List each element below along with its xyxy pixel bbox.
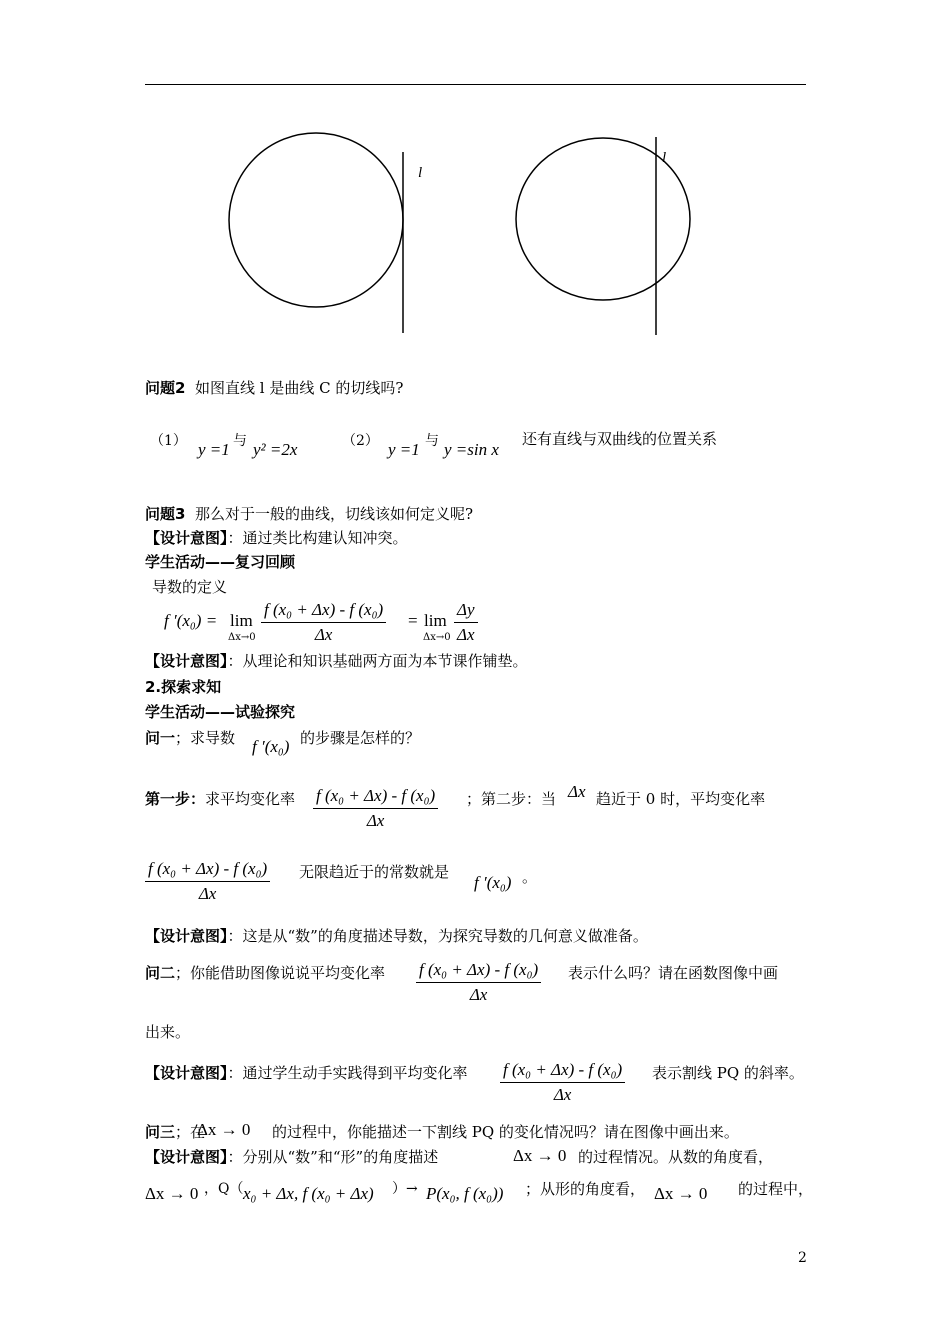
label-l-left: l bbox=[418, 165, 423, 181]
step2-fraction: $\frac{\text{f (x₀ + Δx) - f (x₀)}}{\Delta x}$ bbox=[145, 859, 270, 904]
q2-item2-number: （2） bbox=[342, 433, 379, 449]
activity-review: 学生活动——复习回顾 bbox=[145, 553, 296, 571]
intent-5-line2-d: ）→ bbox=[392, 1181, 418, 1197]
ask-2-post: 表示什么吗？请在函数图像中画 bbox=[568, 964, 779, 982]
question-3: 问题3 那么对于一般的曲线，切线该如何定义呢? bbox=[145, 505, 474, 523]
formula-fraction2: $\frac{\Delta y}{\Delta x}$ bbox=[454, 600, 478, 645]
activity-experiment: 学生活动——试验探究 bbox=[145, 703, 296, 721]
ask-1: 问一；求导数 bbox=[145, 729, 236, 747]
question-2: 问题2 如图直线 l 是曲线 C 的切线吗? bbox=[145, 379, 404, 397]
step-fraction: $\frac{\text{f (x₀ + Δx) - f (x₀)}}{\Delta x}$ bbox=[313, 786, 438, 831]
ask-2: 问二；你能借助图像说说平均变化率 bbox=[145, 964, 386, 982]
intent-5-post: 的过程情况。从数的角度看， bbox=[578, 1148, 774, 1166]
intent-5-line2-h: 的过程中， bbox=[738, 1180, 814, 1198]
formula-eq2: = bbox=[408, 611, 418, 630]
q2-item2-yu: 与 bbox=[425, 433, 439, 449]
q2-tail: 还有直线与双曲线的位置关系 bbox=[522, 430, 718, 448]
q2-item1-expr-b: y² =2x bbox=[253, 440, 298, 459]
q2-item2-expr-a: y =1 bbox=[388, 440, 420, 459]
formula-lim-sub: Δx→0 bbox=[228, 632, 256, 643]
section-explore: 2.探索求知 bbox=[145, 678, 222, 696]
ask-3: 问三；在 bbox=[145, 1123, 206, 1141]
intent-5-line2-a: Δx → 0 bbox=[145, 1184, 199, 1203]
design-intent-5: 【设计意图】：分别从“数”和“形”的角度描述 bbox=[145, 1148, 439, 1166]
formula-lhs: f ′(x₀) = bbox=[164, 611, 218, 630]
intent-4-fraction: $\frac{\text{f (x₀ + Δx) - f (x₀)}}{\Delta x}$ bbox=[500, 1060, 625, 1105]
intent-5-line2-g: Δx → 0 bbox=[654, 1184, 708, 1203]
ask-2-fraction: $\frac{\text{f (x₀ + Δx) - f (x₀)}}{\Delta x}$ bbox=[416, 960, 541, 1005]
formula-lim2: lim bbox=[424, 611, 447, 630]
intent-4-post: 表示割线 PQ 的斜率。 bbox=[652, 1064, 804, 1082]
intent-5-expr: Δx → 0 bbox=[513, 1146, 567, 1165]
q2-item1-yu: 与 bbox=[233, 433, 247, 449]
design-intent-4: 【设计意图】：通过学生动手实践得到平均变化率 bbox=[145, 1064, 468, 1082]
circle-left bbox=[229, 133, 403, 307]
page-number: 2 bbox=[798, 1250, 807, 1266]
step2-text: 无限趋近于的常数就是 bbox=[299, 863, 450, 881]
formula-lim: lim bbox=[230, 611, 253, 630]
design-intent-3: 【设计意图】：这是从“数”的角度描述导数，为探究导数的几何意义做准备。 bbox=[145, 927, 648, 945]
intent-5-line2-c: x₀ + Δx, f (x₀ + Δx) bbox=[243, 1184, 374, 1203]
derivative-definition-heading: 导数的定义 bbox=[152, 578, 228, 596]
step-dx: Δx bbox=[568, 782, 586, 801]
ask-3-expr: Δx → 0 bbox=[197, 1120, 251, 1139]
formula-lim2-sub: Δx→0 bbox=[423, 632, 451, 643]
step-one: 第一步：求平均变化率 bbox=[145, 790, 296, 808]
tangent-figures bbox=[0, 0, 950, 360]
step-two-post: 趋近于 0 时，平均变化率 bbox=[596, 790, 766, 808]
q2-item2-expr-b: y =sin x bbox=[444, 440, 499, 459]
step2-expr: f ′(x₀) bbox=[474, 873, 512, 892]
label-l-right: l bbox=[662, 150, 667, 166]
intent-5-line2-f: ；从形的角度看， bbox=[525, 1180, 646, 1198]
formula-fraction: $\frac{\text{f (x₀ + Δx) - f (x₀)}}{\Delta x}$ bbox=[261, 600, 386, 645]
ask-1-expr: f ′(x₀) bbox=[252, 737, 290, 756]
ask-3-post: 的过程中，你能描述一下割线 PQ 的变化情况吗？请在图像中画出来。 bbox=[272, 1123, 739, 1141]
design-intent-2: 【设计意图】：从理论和知识基础两方面为本节课作铺垫。 bbox=[145, 652, 528, 670]
q2-item1-expr-a: y =1 bbox=[198, 440, 230, 459]
step2-end: 。 bbox=[522, 868, 538, 886]
q2-item1-number: （1） bbox=[150, 433, 187, 449]
ask-1-post: 的步骤是怎样的？ bbox=[300, 729, 421, 747]
intent-5-line2-b: ，Q（ bbox=[204, 1181, 244, 1197]
intent-5-line2-e: P(x₀, f (x₀)) bbox=[426, 1184, 504, 1203]
ask-2-cont: 出来。 bbox=[145, 1023, 191, 1041]
step-two: ；第二步：当 bbox=[466, 790, 557, 808]
design-intent-1: 【设计意图】：通过类比构建认知冲突。 bbox=[145, 529, 408, 547]
